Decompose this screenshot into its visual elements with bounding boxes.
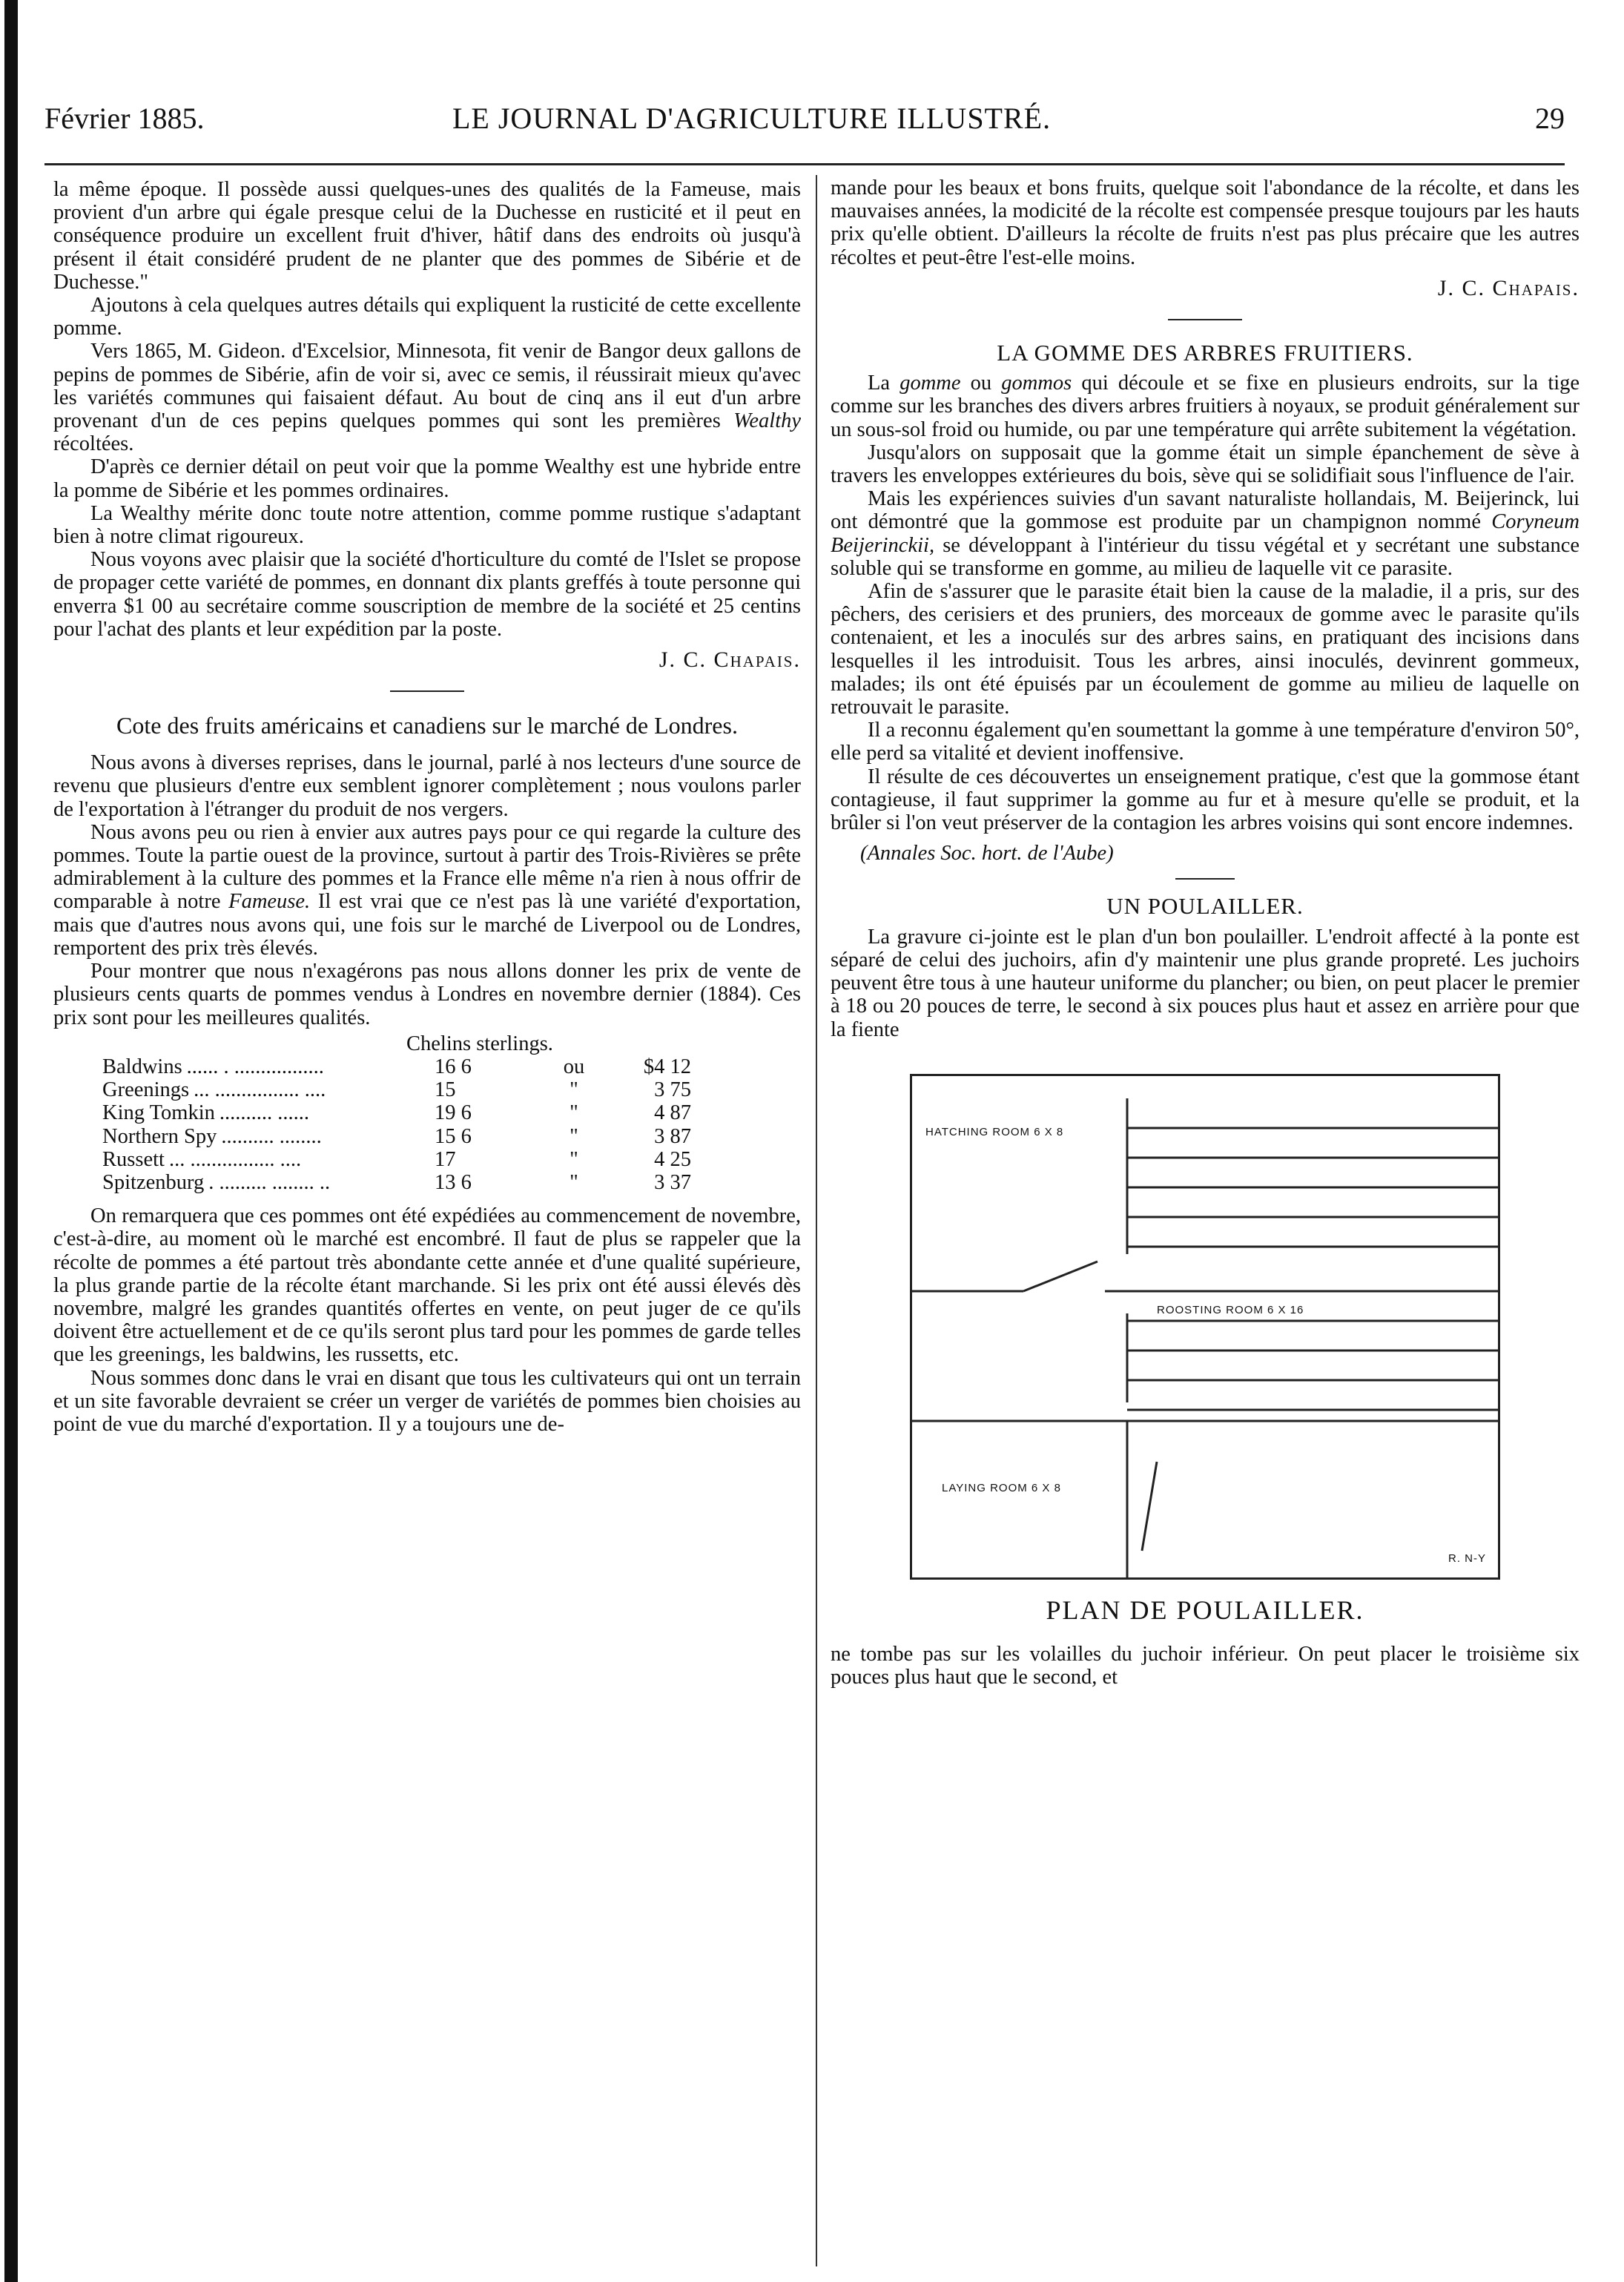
price-variety: Greenings ... ................ .... (102, 1078, 326, 1102)
price-variety: Baldwins ...... . ................. (102, 1055, 324, 1078)
page-header (44, 101, 1565, 142)
price-shillings: 19 6 (435, 1101, 472, 1125)
price-dollars: 4 25 (654, 1147, 691, 1171)
paragraph: D'après ce dernier détail on peut voir que la pomme Wealthy est une hybride entre la pomme de Sibérie et les pommes ordinaires. (53, 455, 801, 502)
page-number: 29 (1535, 102, 1565, 135)
section-title: LA GOMME DES ARBRES FRUITIERS. (997, 340, 1413, 366)
price-separator: " (570, 1124, 578, 1148)
paragraph: Nous avons peu ou rien à envier aux autres pays pour ce qui regarde la culture des pommes. Toute la partie ouest de la province, surtout à partir des Trois-Rivières se prête admirablement à la culture des pommes et la France elle même n'a rien à nous offrir de comparable à notre Fameuse. Il est vrai que ce n'est pas là une variété d'exportation, mais que d'autres nous avons qui, une fois sur le marché de Liverpool ou de Londres, remportent des prix très élevés. (53, 820, 802, 960)
price-row (102, 1101, 697, 1124)
price-row (102, 1148, 697, 1171)
paragraph: Nous voyons avec plaisir que la société d'horticulture du comté de l'Islet se propose de propager cette variété de pommes, en donnant dix plants greffés à toute personne qui enverra $1 00 au secrétaire comme souscription de membre de la société et 25 centins pour l'achat des plants et leur expédition par la poste. (53, 548, 801, 641)
section-title: Cote des fruits américains et canadiens sur le marché de Londres. (116, 712, 738, 739)
price-variety: Northern Spy .......... ........ (102, 1124, 322, 1148)
price-shillings: 13 6 (435, 1170, 472, 1194)
paragraph: mande pour les beaux et bons fruits, quelque soit l'abondance de la récolte, et dans les mauvaises années, la modicité de la récolte est compensée presque toujours par les hauts prix qu'elle obtient. D'ailleurs la récolte de fruits n'est pas plus précaire que les autres récoltes et peut-être l'est-elle moins. (831, 177, 1580, 269)
price-separator: " (570, 1078, 578, 1102)
column-divider (816, 175, 817, 2266)
plan-label-laying: LAYING ROOM 6 X 8 (942, 1481, 1061, 1494)
paragraph: Jusqu'alors on supposait que la gomme était un simple épanchement de sève à travers les enveloppes extérieures du bois, sève qui se solidifiait sous l'influence de l'air. (831, 441, 1580, 488)
paragraph: La Wealthy mérite donc toute notre attention, comme pomme rustique s'adaptant bien à notre climat rigoureux. (53, 501, 801, 549)
price-separator: " (570, 1101, 578, 1125)
figure-caption: PLAN DE POULAILLER. (1046, 1595, 1364, 1625)
price-separator: " (570, 1170, 578, 1194)
header-date: Février 1885. (44, 102, 205, 135)
paragraph: La gomme ou gommos qui découle et se fixe en plusieurs endroits, sur la tige comme sur les branches des divers arbres fruitiers à noyaux, se produit généralement sur un sous-sol froid ou humide, ou par une température qui arrête subitement la végétation. (831, 372, 1580, 441)
paragraph: Nous sommes donc dans le vrai en disant que tous les cultivateurs qui ont un terrain et un site favorable devraient se créer un verger de variétés de pommes bien choisies au point de vue du marché d'exportation. Il y a toujours une de- (53, 1366, 801, 1436)
price-shillings: 15 6 (435, 1124, 472, 1148)
price-shillings: 15 (435, 1078, 456, 1102)
price-row (102, 1171, 697, 1194)
signature: J. C. Chapais. (1437, 275, 1580, 300)
price-dollars: 3 37 (654, 1170, 691, 1194)
price-dollars: 3 75 (654, 1078, 691, 1102)
henhouse-plan-figure (910, 1074, 1500, 1580)
price-variety: King Tomkin .......... ...... (102, 1101, 309, 1125)
price-row (102, 1055, 697, 1078)
price-shillings: 17 (435, 1147, 456, 1171)
plan-label-hatching: HATCHING ROOM 6 X 8 (925, 1125, 1064, 1138)
plan-label-roosting: ROOSTING ROOM 6 X 16 (1157, 1303, 1304, 1316)
paragraph: Nous avons à diverses reprises, dans le journal, parlé à nos lecteurs d'une source de revenu que plusieurs d'entre eux semblent ignorer complètement ; nous voulons parler de l'exportation à l'étranger du produit de nos vergers. (53, 751, 801, 821)
italic-word: Fameuse. (228, 890, 311, 914)
price-separator: " (570, 1147, 578, 1171)
price-table (102, 1032, 697, 1194)
paragraph: Il résulte de ces découvertes un enseignement pratique, c'est que la gommose étant contagieuse, il faut supprimer la gomme au fur et à mesure qu'elle se produit, et la brûler si l'on veut préserver de la contagion les arbres voisins qui sont encore indemnes. (831, 765, 1580, 835)
italic-word: Wealthy (733, 409, 802, 433)
paragraph: La gravure ci-jointe est le plan d'un bon poulailler. L'endroit affecté à la ponte est séparé de celui des juchoirs, afin d'y maintenir une plus grande propreté. Les juchoirs peuvent être tous à une hauteur uniforme du plancher; ou bien, on peut placer le premier à 18 ou 20 pouces de terre, le second à six pouces plus haut et assez en arrière pour que la fiente (831, 925, 1580, 1041)
source-citation: (Annales Soc. hort. de l'Aube) (860, 842, 1114, 865)
paragraph: Pour montrer que nous n'exagérons pas nous allons donner les prix de vente de plusieurs cents quarts de pommes vendus à Londres en novembre dernier (1884). Ces prix sont pour les meilleures qualités. (53, 960, 801, 1029)
paragraph: la même époque. Il possède aussi quelques-unes des qualités de la Fameuse, mais provient d'un arbre qui égale presque celui de la Duchesse en rusticité et il peut en conséquence produire un excellent fruit d'hiver, hâtif dans des endroits où jusqu'à présent il était considéré prudent de ne planter que des pommes de Sibérie et de Duchesse." (53, 178, 801, 294)
journal-title: LE JOURNAL D'AGRICULTURE ILLUSTRÉ. (452, 102, 1052, 135)
section-separator (1168, 319, 1242, 320)
page-edge-bar (4, 0, 18, 2282)
price-dollars: 3 87 (654, 1124, 691, 1148)
paragraph: Vers 1865, M. Gideon. d'Excelsior, Minnesota, fit venir de Bangor deux gallons de pepins de pommes de Sibérie, afin de voir si, avec ce semis, il réussirait mieux qu'avec les variétés communes qui faisaient défaut. Au bout de cinq ans il eut d'un arbre provenant d'un de ces pepins quelques pommes qui sont les premières Wealthy récoltées. (53, 340, 802, 456)
paragraph: Mais les expériences suivies d'un savant naturaliste hollandais, M. Beijerinck, lui ont démontré que la gommose est produite par un champignon nommé Coryneum Beijerinckii, se développant à l'intérieur du tissu végétal et y secrétant une substance soluble qui se transforme en gomme, au milieu de laquelle vit ce parasite. (831, 487, 1580, 580)
price-variety: Russett ... ................ .... (102, 1147, 302, 1171)
price-shillings: 16 6 (435, 1055, 472, 1078)
header-rule (44, 163, 1565, 165)
section-separator (390, 690, 464, 692)
price-dollars: 4 87 (654, 1101, 691, 1125)
paragraph: Ajoutons à cela quelques autres détails qui expliquent la rusticité de cette excellente pomme. (53, 294, 801, 340)
plan-drawing (912, 1076, 1498, 1577)
section-title: UN POULAILLER. (1106, 893, 1304, 920)
paragraph: ne tombe pas sur les volailles du juchoir inférieur. On peut placer le troisième six pouces plus haut que le second, et (831, 1642, 1580, 1689)
right-column (831, 177, 1580, 1689)
price-row (102, 1078, 697, 1101)
price-row (102, 1125, 697, 1148)
price-separator: ou (563, 1055, 585, 1078)
price-table-header: Chelins sterlings. (406, 1032, 553, 1055)
plan-credit: R. N-Y (1448, 1551, 1486, 1565)
paragraph: On remarquera que ces pommes ont été expédiées au commencement de novembre, c'est-à-dire, au moment où le marché est encombré. Il faut de plus se rappeler que la récolte de pommes a été partout très abondante cette année et d'une qualité supérieure, la plus grande partie de la récolte étant marchande. Si les prix ont été aussi élevés dès novembre, malgré les grandes quantités offertes en vente, on peut juger de ce qu'ils doivent être actuellement et de ce qu'ils seront plus tard pour les pommes de garde telles que les greenings, les baldwins, les russetts, etc. (53, 1204, 801, 1367)
paragraph: Afin de s'assurer que le parasite était bien la cause de la maladie, il a pris, sur des pêchers, des cerisiers et des pruniers, des morceaux de gomme avec le parasite qu'ils contenaient, et les a inoculés sur des arbres sains, en pratiquant des incisions dans lesquelles il les introduisit. Tous les arbres, ainsi inoculés, devinrent gommeux, malades; ils ont été épuisés par un écoulement de gomme au milieu de laquelle on retrouvait le parasite. (831, 580, 1580, 719)
left-column (53, 178, 801, 1436)
signature: J. C. Chapais. (658, 647, 801, 673)
paragraph: Il a reconnu également qu'en soumettant la gomme à une température d'environ 50°, elle perd sa vitalité et devient inoffensive. (831, 719, 1580, 765)
price-dollars: $4 12 (643, 1055, 691, 1078)
section-separator (1175, 878, 1235, 880)
price-variety: Spitzenburg . ......... ........ .. (102, 1170, 331, 1194)
